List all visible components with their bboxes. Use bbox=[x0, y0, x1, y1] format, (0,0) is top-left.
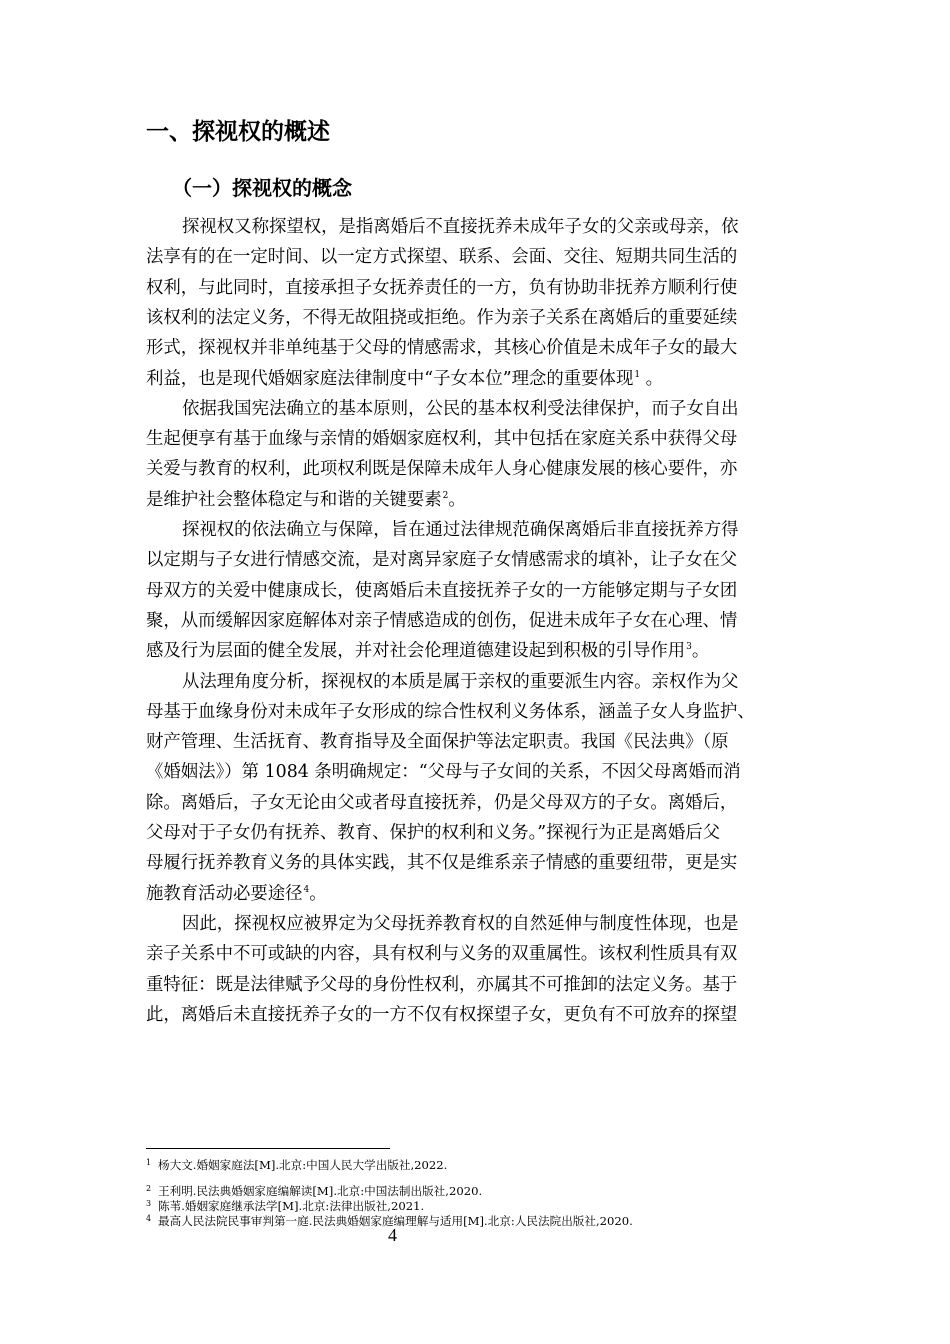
subsection-heading: （一）探视权的概念 bbox=[172, 176, 352, 200]
body-line bbox=[146, 818, 720, 843]
body-line bbox=[146, 879, 327, 904]
body-line bbox=[182, 212, 739, 237]
line-text: 母履行抚养教育义务的具体实践，其不仅是维系亲子情感的重要纽带，更是实 bbox=[146, 853, 738, 874]
body-line bbox=[146, 636, 709, 661]
line-text: 重特征：既是法律赋予父母的身份性权利，亦属其不可推卸的法定义务。基于 bbox=[146, 974, 738, 995]
body-line bbox=[146, 848, 737, 873]
line-text: 权利，与此同时，直接承担子女抚养责任的一方，负有协助非抚养方顺利行使 bbox=[146, 277, 738, 298]
body-line bbox=[146, 303, 737, 328]
body-line bbox=[182, 909, 739, 934]
line-text: 父母对于子女仍有抚养、教育、保护的权利和义务。”探视行为正是离婚后父 bbox=[146, 823, 721, 843]
footnote-text: 陈苇.婚姻家庭继承法学[M].北京:法律出版社,2021. bbox=[158, 1199, 425, 1213]
footnote-number: 1 bbox=[146, 1158, 152, 1167]
footnote-text: 王利明.民法典婚姻家庭编解读[M].北京:中国法制出版社,2020. bbox=[158, 1184, 483, 1198]
section-heading: 一、探视权的概述 bbox=[146, 119, 330, 145]
footnote-ref[interactable]: 2 bbox=[442, 490, 449, 501]
body-line bbox=[146, 576, 737, 601]
line-text: 法享有的在一定时间、以一定方式探望、联系、会面、交往、短期共同生活的 bbox=[146, 247, 738, 268]
line-text: 此，离婚后未直接抚养子女的一方不仅有权探望子女，更负有不可放弃的探望 bbox=[146, 1004, 738, 1025]
body-line bbox=[146, 364, 663, 389]
line-text: 因此，探视权应被界定为父母抚养教育权的自然延伸与制度性体现，也是 bbox=[182, 913, 739, 934]
footnote-ref[interactable]: 4 bbox=[303, 884, 310, 895]
line-text: 聚，从而缓解因家庭解体对亲子情感造成的创伤，促进未成年子女在心理、情 bbox=[146, 610, 738, 631]
line-text-after: 。 bbox=[448, 489, 466, 510]
line-text: 母基于血缘身份对未成年子女形成的综合性权利义务体系，涵盖子女人身监护、 bbox=[146, 701, 755, 722]
line-text: 生起便享有基于血缘与亲情的婚姻家庭权利，其中包括在家庭关系中获得父母 bbox=[146, 429, 738, 450]
body-line bbox=[182, 394, 739, 419]
line-text: 利益，也是现代婚姻家庭法律制度中“子女本位”理念的重要体现 bbox=[146, 368, 634, 389]
line-text: 是维护社会整体稳定与和谐的关键要素 bbox=[146, 489, 442, 510]
body-line bbox=[146, 242, 737, 267]
line-text: 该权利的法定义务，不得无故阻挠或拒绝。作为亲子关系在离婚后的重要延续 bbox=[146, 307, 738, 328]
body-line bbox=[146, 939, 737, 964]
body-line bbox=[146, 757, 741, 782]
footnote-text: 最高人民法院民事审判第一庭.民法典婚姻家庭编理解与适用[M].北京:人民法院出版社,2020. bbox=[158, 1214, 633, 1228]
body-line bbox=[146, 970, 737, 995]
footnote-text: 杨大文.婚姻家庭法[M].北京:中国人民大学出版社,2022. bbox=[158, 1158, 448, 1172]
footnote-number: 3 bbox=[146, 1199, 152, 1208]
body-line bbox=[146, 273, 737, 298]
line-text: 施教育活动必要途径 bbox=[146, 883, 303, 904]
line-text: 探视权又称探望权，是指离婚后不直接抚养未成年子女的父亲或母亲，依 bbox=[182, 217, 739, 237]
footnote-separator bbox=[146, 1148, 390, 1149]
body-line bbox=[146, 788, 737, 813]
body-line bbox=[182, 667, 739, 692]
line-text: 《婚姻法》）第 1084 条明确规定：“父母与子女间的关系，不因父母离婚而消 bbox=[146, 762, 741, 783]
body-line bbox=[146, 727, 729, 752]
line-text: 母双方的关爱中健康成长，使离婚后未直接抚养子女的一方能够定期与子女团 bbox=[146, 580, 738, 601]
line-text: 关爱与教育的权利，此项权利既是保障未成年人身心健康发展的核心要件，亦 bbox=[146, 459, 738, 480]
body-line bbox=[146, 454, 737, 479]
line-text-after: 。 bbox=[309, 883, 327, 904]
footnote-number: 4 bbox=[146, 1214, 152, 1223]
body-line bbox=[146, 545, 737, 570]
line-text: 探视权的依法确立与保障，旨在通过法律规范确保离婚后非直接抚养方得 bbox=[182, 520, 739, 540]
body-line bbox=[146, 1000, 737, 1025]
footnote bbox=[146, 1198, 424, 1214]
line-text-after: 。 bbox=[691, 641, 710, 662]
footnote-ref[interactable]: 3 bbox=[686, 642, 692, 653]
footnote bbox=[146, 1157, 447, 1173]
line-text-after: 。 bbox=[640, 368, 663, 389]
footnote bbox=[146, 1183, 482, 1199]
line-text: 除。离婚后，子女无论由父或者母直接抚养，仍是父母双方的子女。离婚后， bbox=[146, 792, 738, 813]
body-line bbox=[146, 333, 737, 358]
body-line bbox=[146, 424, 737, 449]
body-line bbox=[146, 697, 755, 722]
body-line bbox=[146, 606, 737, 631]
footnote-number: 2 bbox=[146, 1184, 152, 1193]
page-number: 4 bbox=[388, 1225, 397, 1245]
footnote-ref[interactable]: 1 bbox=[634, 369, 641, 380]
body-line bbox=[182, 515, 739, 540]
line-text: 财产管理、生活抚育、教育指导及全面保护等法定职责。我国《民法典》（原 bbox=[146, 732, 729, 753]
line-text: 亲子关系中不可或缺的内容，具有权利与义务的双重属性。该权利性质具有双 bbox=[146, 944, 738, 965]
line-text: 形式，探视权并非单纯基于父母的情感需求，其核心价值是未成年子女的最大 bbox=[146, 338, 738, 359]
body-line bbox=[146, 485, 466, 510]
line-text: 依据我国宪法确立的基本原则，公民的基本权利受法律保护，而子女自出 bbox=[182, 398, 739, 419]
line-text: 从法理角度分析，探视权的本质是属于亲权的重要派生内容。亲权作为父 bbox=[182, 671, 739, 692]
line-text: 感及行为层面的健全发展，并对社会伦理道德建设起到积极的引导作用 bbox=[146, 641, 686, 662]
line-text: 以定期与子女进行情感交流，是对离异家庭子女情感需求的填补，让子女在父 bbox=[146, 550, 738, 571]
